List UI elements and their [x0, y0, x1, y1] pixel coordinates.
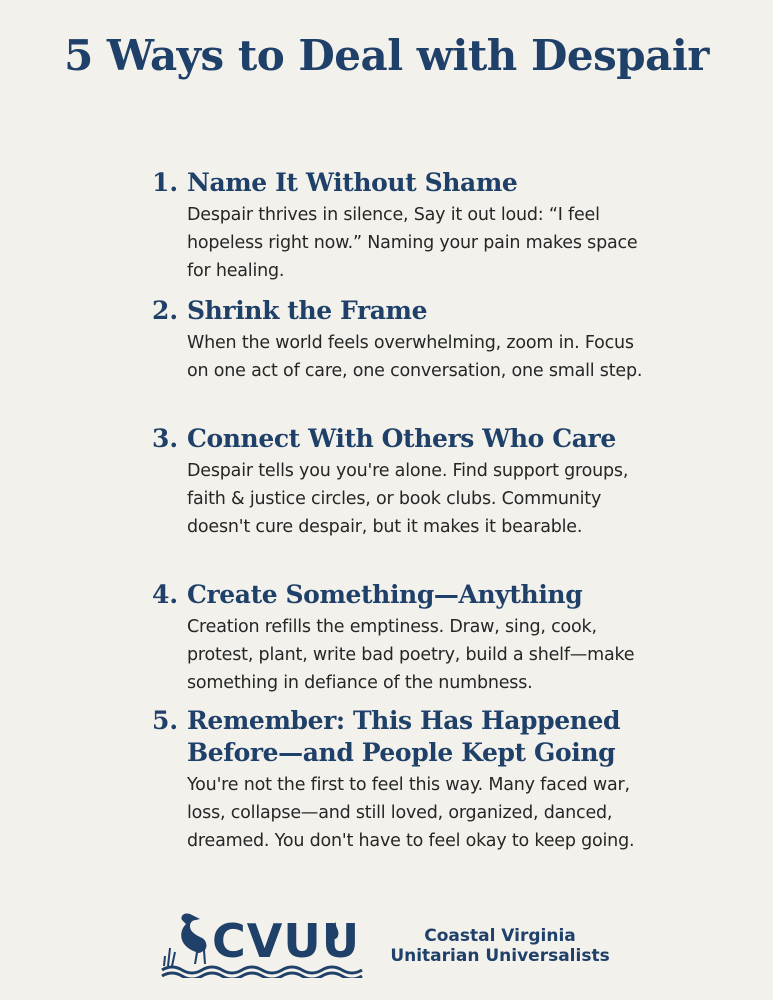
- list-item: [152, 167, 652, 285]
- item-number: 2.: [152, 296, 179, 325]
- item-number: 4.: [152, 580, 179, 609]
- item-number: 3.: [152, 424, 179, 453]
- org-name-line2: Unitarian Universalists: [390, 946, 610, 966]
- list-item: [152, 295, 652, 385]
- list-item: [152, 579, 652, 697]
- logo-wordmark: CVUU: [212, 914, 361, 968]
- item-body: Creation refills the emptiness. Draw, sing, cook, protest, plant, write bad poetry, build a shelf—make something in defiance of the numbness.: [187, 617, 635, 693]
- item-body: Despair tells you you're alone. Find support groups, faith & justice circles, or book clubs. Community doesn't cure despair, but it makes it bearable.: [187, 461, 629, 537]
- page-title: 5 Ways to Deal with Despair: [64, 31, 709, 80]
- item-heading: Name It Without Shame: [187, 168, 518, 197]
- item-body: You're not the first to feel this way. Many faced war, loss, collapse—and still loved, organized, danced, dreamed. You don't have to feel okay to keep going.: [187, 775, 635, 851]
- item-heading: Connect With Others Who Care: [187, 424, 616, 453]
- item-heading: Shrink the Frame: [187, 296, 428, 325]
- item-number: 1.: [152, 168, 179, 197]
- org-footer: [160, 908, 620, 978]
- org-name-line1: Coastal Virginia: [424, 926, 576, 946]
- org-name: [380, 926, 620, 966]
- list-item: [152, 423, 652, 541]
- item-body: When the world feels overwhelming, zoom in. Focus on one act of care, one conversation, one small step.: [187, 333, 643, 381]
- item-body: Despair thrives in silence, Say it out loud: “I feel hopeless right now.” Naming your pain makes space for healing.: [187, 205, 638, 281]
- item-heading: Create Something—Anything: [187, 580, 583, 609]
- item-heading: Remember: This Has Happened Before—and People Kept Going: [187, 706, 621, 767]
- list-item: [152, 705, 652, 855]
- item-number: 5.: [152, 706, 179, 735]
